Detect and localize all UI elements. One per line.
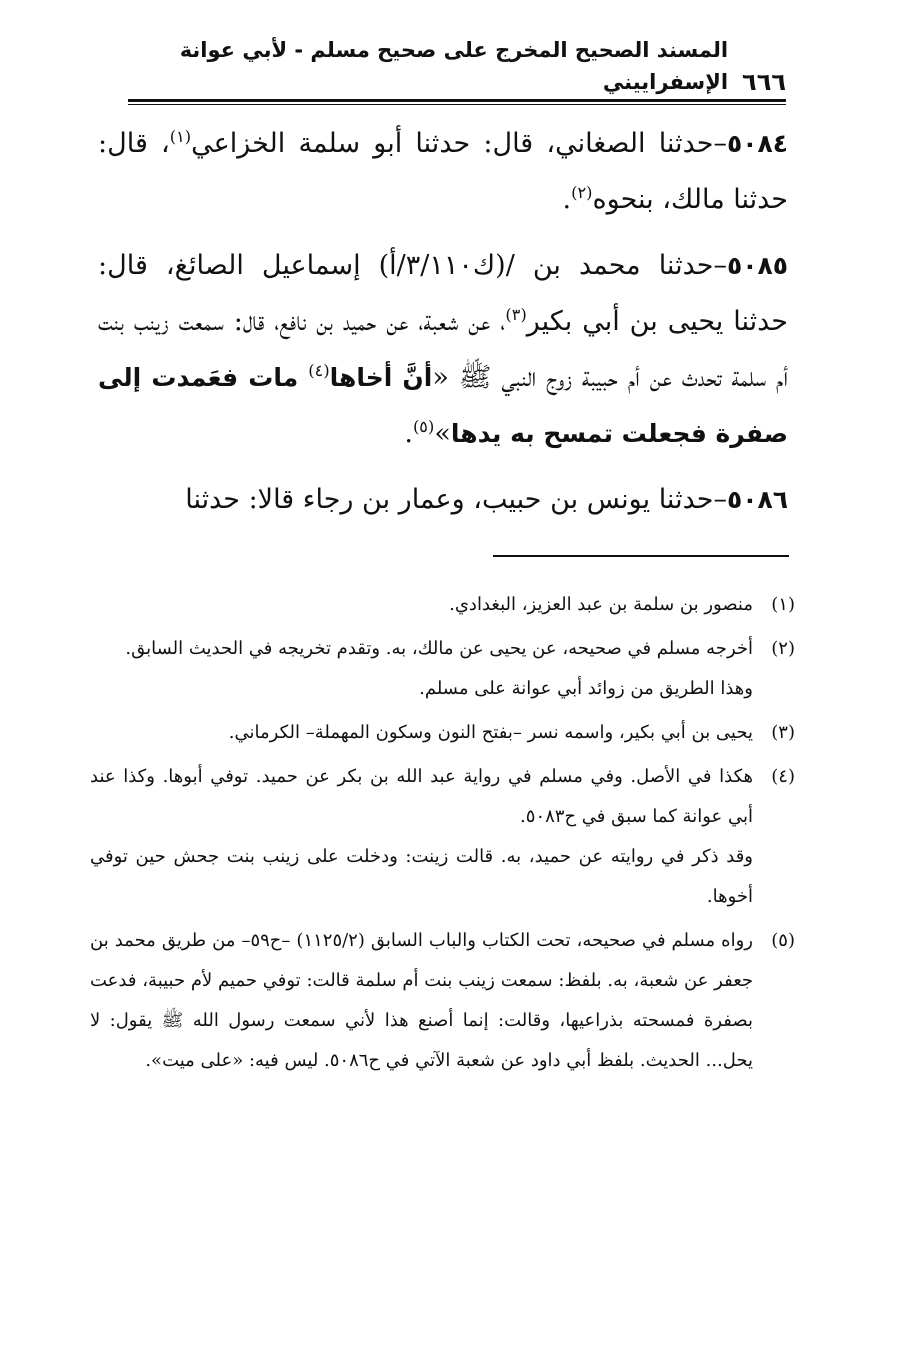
footnote-body xyxy=(90,921,753,1081)
footnote-number: (٢) xyxy=(771,638,795,659)
footnote-ref: (٥) xyxy=(412,417,435,436)
footnote-number: (٤) xyxy=(771,766,795,787)
book-title: المسند الصحيح المخرج على صحيح مسلم - لأبي عوانة الإسفراييني xyxy=(179,38,729,94)
footnote-line: يحيى بن أبي بكير، واسمه نسر –بفتح النون وسكون المهملة– الكرماني. xyxy=(228,722,753,743)
footnote-body xyxy=(90,713,753,753)
footnote-line: وهذا الطريق من زوائد أبي عوانة على مسلم. xyxy=(419,678,753,699)
hadith-number: ٥٠٨٦ xyxy=(726,485,788,514)
footnote-number: (٥) xyxy=(771,930,795,951)
hadith-5084 xyxy=(98,116,788,228)
hadith-text: . xyxy=(562,184,572,215)
hadith-text: –حدثنا يونس بن حبيب، وعمار بن رجاء قالا: حدثنا xyxy=(185,484,727,515)
footnote-number: (٣) xyxy=(771,722,795,743)
footnotes xyxy=(90,585,795,1085)
hadith-number: ٥٠٨٤ xyxy=(726,129,788,158)
header-rule-thin xyxy=(128,104,786,105)
footnote-separator xyxy=(493,555,789,557)
footnote-body xyxy=(90,585,753,625)
hadith-5086 xyxy=(98,472,788,528)
hadith-text: ، عن شعبة، عن حميد بن نافع، قال: سمعت زينب بنت أم سلمة تحدث عن أم حبيبة زوج النبي ﷺ « xyxy=(98,306,788,393)
footnote-number: (١) xyxy=(771,594,795,615)
footnote-line: أخرجه مسلم في صحيحه، عن يحيى عن مالك، به. وتقدم تخريجه في الحديث السابق. xyxy=(125,638,753,659)
footnote-ref: (٢) xyxy=(571,183,593,202)
hadith-text: » xyxy=(434,418,451,449)
footnote-line: وقد ذكر في روايته عن حميد، به. قالت زينت: ودخلت على زينب بنت جحش حين توفي أخوها. xyxy=(90,846,753,907)
footnote-2 xyxy=(90,629,795,709)
footnote-ref: (٣) xyxy=(505,305,527,324)
page-number: ٦٦٦ xyxy=(742,68,786,96)
hadith-text: –حدثنا محمد بن /(ك٣/١١٠/أ) إسماعيل الصائغ، قال: حدثنا يحيى بن أبي بكير xyxy=(98,250,788,337)
footnote-3 xyxy=(90,713,795,753)
header-rule xyxy=(128,99,786,102)
footnote-body xyxy=(90,757,753,917)
hadith-5085 xyxy=(98,238,788,462)
matn-bold: أنَّ أخاها xyxy=(329,363,433,392)
footnote-line: منصور بن سلمة بن عبد العزيز، البغدادي. xyxy=(449,594,753,615)
main-text xyxy=(98,116,788,528)
footnote-ref: (١) xyxy=(169,127,192,146)
hadith-text: . xyxy=(404,418,413,449)
hadith-number: ٥٠٨٥ xyxy=(726,251,788,280)
footnote-4 xyxy=(90,757,795,917)
footnote-5 xyxy=(90,921,795,1081)
footnote-ref: (٤) xyxy=(308,361,330,380)
footnote-line: هكذا في الأصل. وفي مسلم في رواية عبد الله بن بكر عن حميد. توفي أبوها. وكذا عند أبي عوانة كما سبق في ح٥٠٨٣. xyxy=(90,766,753,827)
running-header xyxy=(128,38,786,98)
hadith-text: –حدثنا الصغاني، قال: حدثنا أبو سلمة الخزاعي xyxy=(191,128,727,159)
footnote-line: رواه مسلم في صحيحه، تحت الكتاب والباب السابق (١١٢٥/٢) –ح٥٩– من طريق محمد بن جعفر عن شعبة، به. بلفظ: سمعت زينب بنت أم سلمة قالت: توفي حميم لأم حبيبة، فدعت بصفرة فمسحته بذراعيها، وقالت: إنما أصنع هذا لأني سمعت رسول الله ﷺ يقول: لا يحل... الحديث. بلفظ أبي داود عن شعبة الآتي في ح٥٠٨٦. ليس فيه: «على ميت». xyxy=(90,930,753,1071)
matn-bold: مات فعَمدت إلى صفرة فجعلت تمسح به يدها xyxy=(98,363,788,448)
footnote-1 xyxy=(90,585,795,625)
footnote-body xyxy=(90,629,753,709)
hadith-text: ، قال: حدثنا مالك، بنحوه xyxy=(98,128,788,215)
